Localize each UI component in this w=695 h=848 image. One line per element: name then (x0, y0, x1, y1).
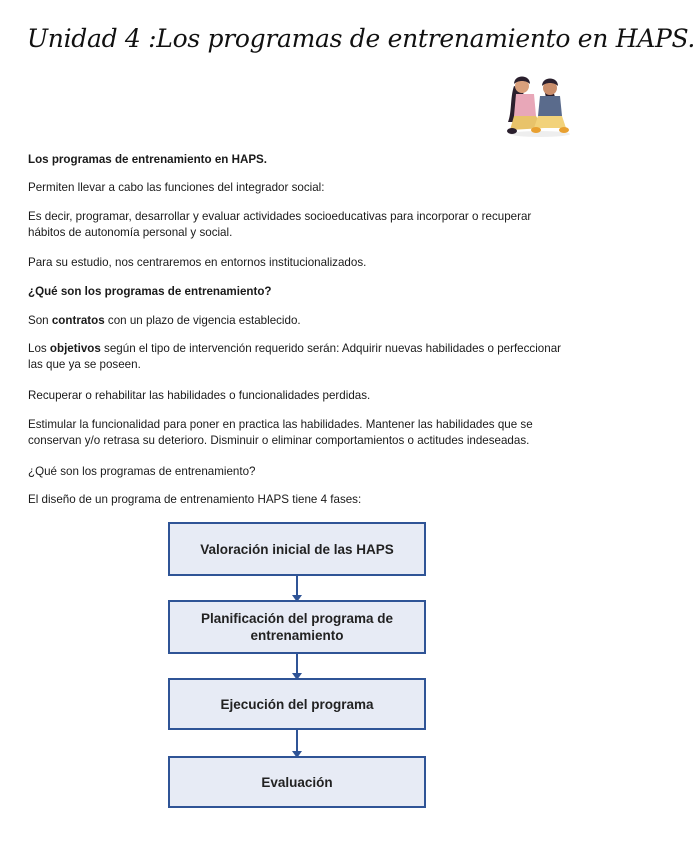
flow-arrow (296, 730, 298, 756)
bold-term: objetivos (49, 342, 101, 355)
phases-flowchart (168, 522, 430, 812)
paragraph: Recuperar o rehabilitar las habilidades o funcionalidades perdidas. (28, 389, 371, 402)
flow-step-evaluacion: Evaluación (168, 756, 426, 808)
paragraph: Es decir, programar, desarrollar y evaluar actividades socioeducativas para incorporar o recuperar hábitos de autonomía personal y social. (28, 210, 532, 239)
flow-step-ejecucion: Ejecución del programa (168, 678, 426, 730)
flow-step-planificacion: Planificación del programa de entrenamiento (168, 600, 426, 654)
text-span: Los (28, 342, 50, 355)
paragraph (28, 313, 568, 329)
paragraph: Para su estudio, nos centraremos en entornos institucionalizados. (28, 256, 367, 269)
paragraph: ¿Qué son los programas de entrenamiento? (28, 465, 256, 478)
text-span: Son (28, 314, 52, 327)
text-span: con un plazo de vigencia establecido. (104, 314, 301, 327)
paragraph: Estimular la funcionalidad para poner en practica las habilidades. Mantener las habilidades que se conservan y/o retrasa su deterioro. Disminuir o eliminar comportamientos o actitudes indeseadas. (28, 418, 533, 447)
paragraph: Permiten llevar a cabo las funciones del integrador social: (28, 181, 325, 194)
text-span: según el tipo de intervención requerido serán: Adquirir nuevas habilidades o perfeccionar las que ya se poseen. (28, 342, 562, 371)
friends-illustration (500, 72, 578, 138)
paragraph: El diseño de un programa de entrenamiento HAPS tiene 4 fases: (28, 493, 362, 506)
section-heading: Los programas de entrenamiento en HAPS. (28, 153, 268, 166)
flow-arrow (296, 576, 298, 600)
question-heading: ¿Qué son los programas de entrenamiento? (28, 285, 272, 298)
flow-step-valoracion: Valoración inicial de las HAPS (168, 522, 426, 576)
paragraph (28, 341, 568, 372)
bold-term: contratos (51, 314, 105, 327)
flow-arrow (296, 654, 298, 678)
page-title: Unidad 4 :Los programas de entrenamiento en HAPS. (27, 24, 695, 53)
